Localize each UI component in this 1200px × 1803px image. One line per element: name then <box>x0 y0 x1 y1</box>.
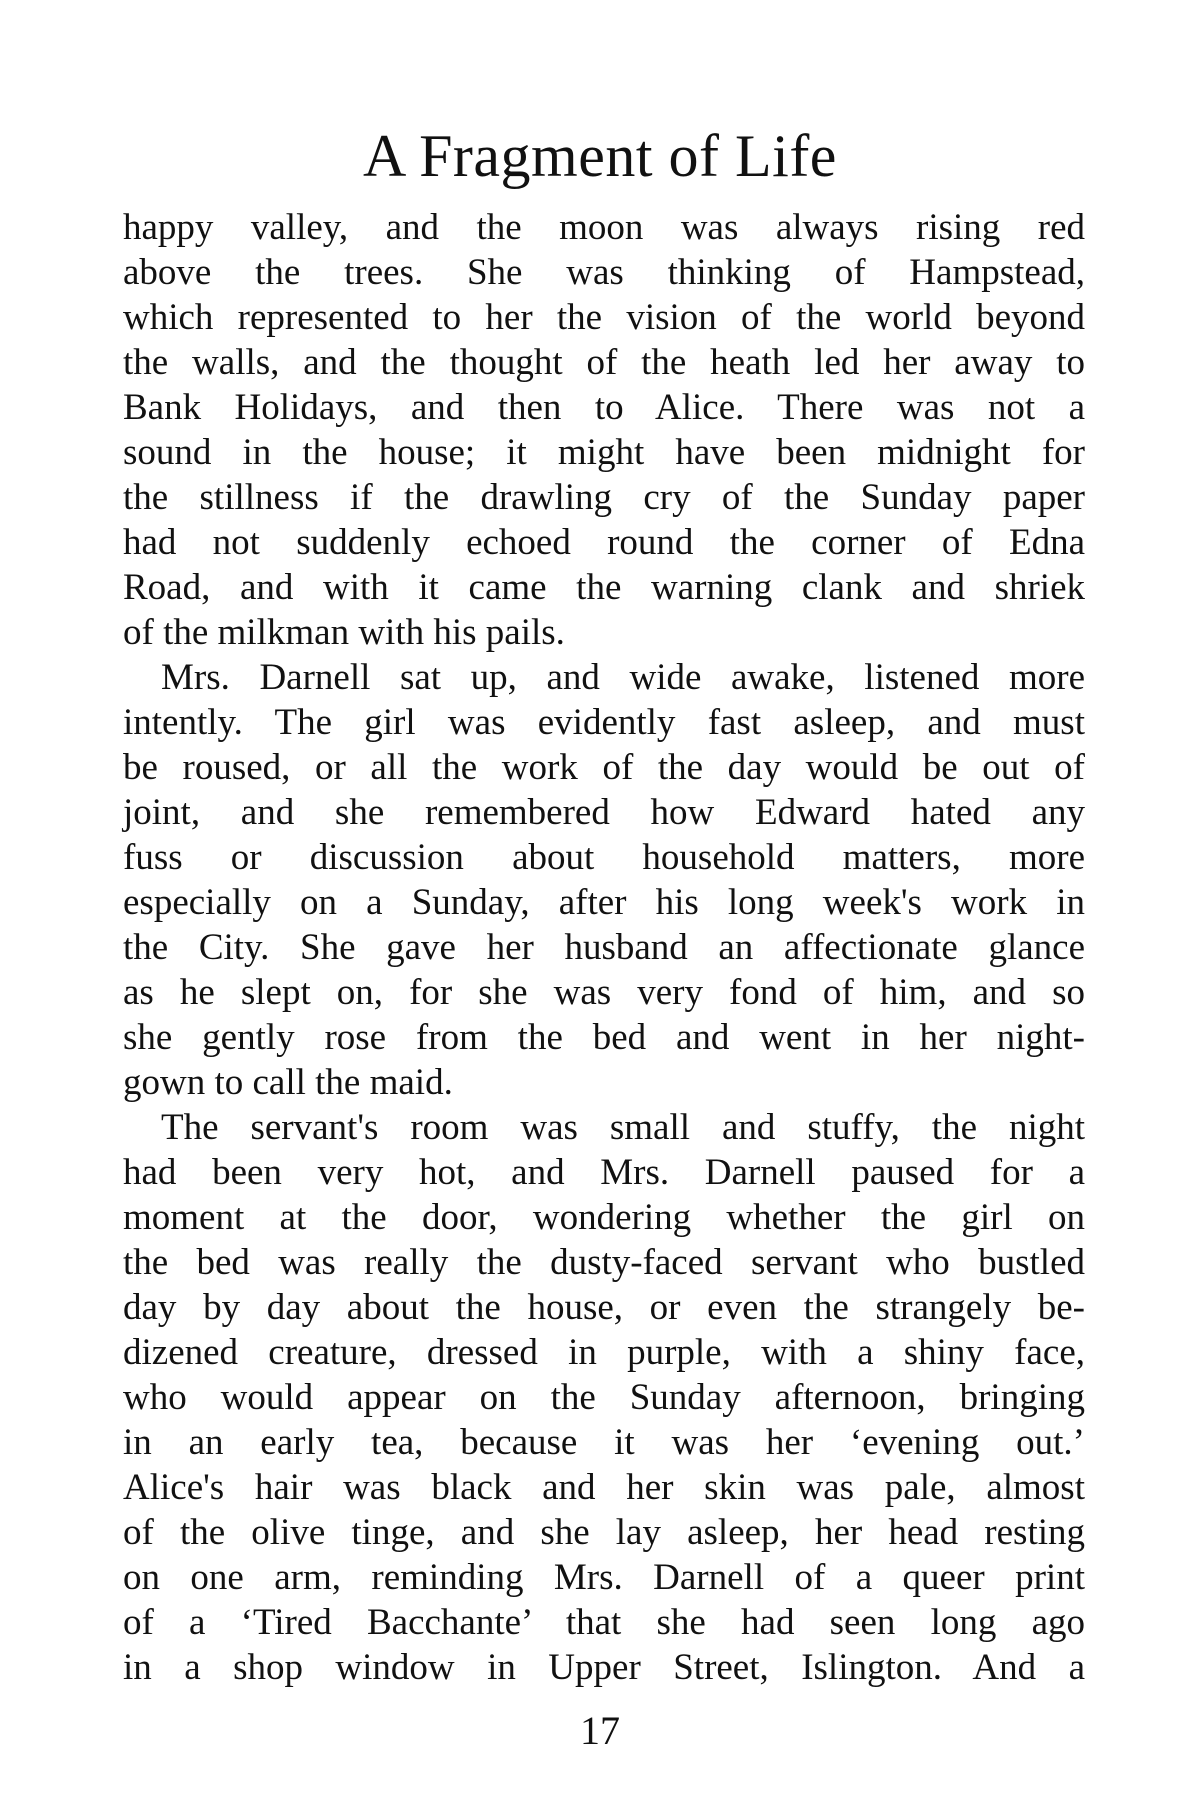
text-line: of the milkman with his pails. <box>123 612 565 653</box>
text-line: fuss or discussion about household matters, more <box>123 837 1085 878</box>
text-line: dizened creature, dressed in purple, with a shiny face, <box>123 1332 1085 1373</box>
paragraph-start-line: The servant's room was small and stuffy, the night <box>161 1107 1085 1148</box>
text-line: as he slept on, for she was very fond of him, and so <box>123 972 1085 1013</box>
body-text <box>123 205 1085 1690</box>
text-line: she gently rose from the bed and went in her night- <box>123 1017 1085 1058</box>
text-line: Alice's hair was black and her skin was pale, almost <box>123 1467 1085 1508</box>
text-line: Road, and with it came the warning clank and shriek <box>123 567 1085 608</box>
text-line: the walls, and the thought of the heath led her away to <box>123 342 1085 383</box>
text-line: of a ‘Tired Bacchante’ that she had seen long ago <box>123 1602 1085 1643</box>
text-line: who would appear on the Sunday afternoon, bringing <box>123 1377 1085 1418</box>
text-line: of the olive tinge, and she lay asleep, her head resting <box>123 1512 1085 1553</box>
text-line: had been very hot, and Mrs. Darnell paused for a <box>123 1152 1085 1193</box>
text-line: which represented to her the vision of the world beyond <box>123 297 1085 338</box>
text-line: the stillness if the drawling cry of the Sunday paper <box>123 477 1085 518</box>
text-line: the City. She gave her husband an affectionate glance <box>123 927 1085 968</box>
text-line: Bank Holidays, and then to Alice. There was not a <box>123 387 1085 428</box>
text-line: in a shop window in Upper Street, Islington. And a <box>123 1647 1085 1688</box>
text-line: happy valley, and the moon was always rising red <box>123 207 1085 248</box>
paragraph-start-line: Mrs. Darnell sat up, and wide awake, listened more <box>161 657 1085 698</box>
text-line: in an early tea, because it was her ‘evening out.’ <box>123 1422 1085 1463</box>
page-number: 17 <box>580 1708 620 1753</box>
text-line: be roused, or all the work of the day would be out of <box>123 747 1085 788</box>
text-line: joint, and she remembered how Edward hated any <box>123 792 1085 833</box>
running-head: A Fragment of Life <box>363 123 837 189</box>
text-line: day by day about the house, or even the strangely be- <box>123 1287 1085 1328</box>
text-line: moment at the door, wondering whether the girl on <box>123 1197 1085 1238</box>
text-line: especially on a Sunday, after his long week's work in <box>123 882 1085 923</box>
text-line: above the trees. She was thinking of Hampstead, <box>123 252 1085 293</box>
text-line: on one arm, reminding Mrs. Darnell of a queer print <box>123 1557 1085 1598</box>
text-line: the bed was really the dusty-faced servant who bustled <box>123 1242 1085 1283</box>
text-line: intently. The girl was evidently fast asleep, and must <box>123 702 1085 743</box>
text-line: gown to call the maid. <box>123 1062 453 1103</box>
text-line: sound in the house; it might have been midnight for <box>123 432 1085 473</box>
text-line: had not suddenly echoed round the corner of Edna <box>123 522 1085 563</box>
